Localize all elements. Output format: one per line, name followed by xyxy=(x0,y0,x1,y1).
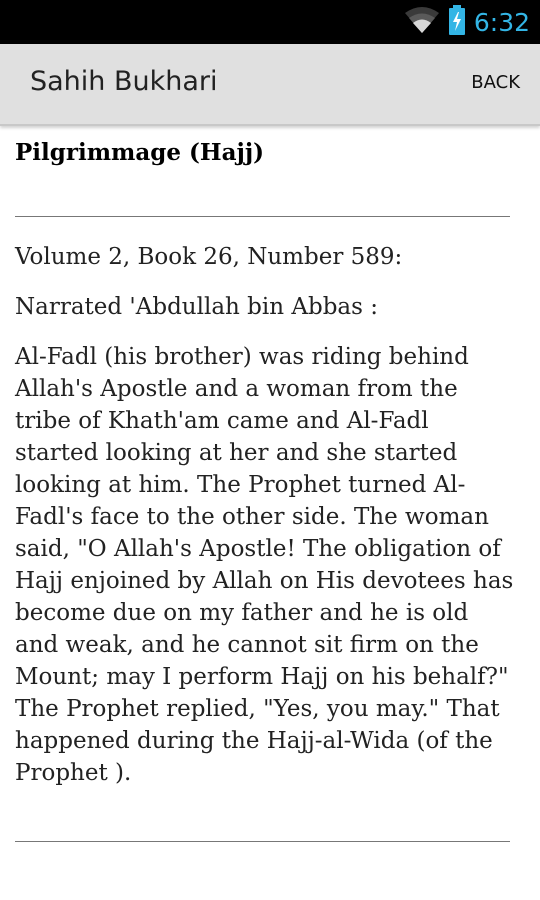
wifi-icon xyxy=(404,6,440,38)
action-bar xyxy=(0,44,540,126)
hadith-content xyxy=(15,138,515,842)
chapter-title: Pilgrimmage (Hajj) xyxy=(15,139,265,166)
status-bar xyxy=(0,0,540,44)
divider-bottom xyxy=(15,841,510,842)
app-title: Sahih Bukhari xyxy=(30,66,218,97)
hadith-body: Al-Fadl (his brother) was riding behind Allah's Apostle and a woman from the tribe of Khath'am came and Al-Fadl started looking at her and she started looking at him. The Prophet turned Al-Fadl's face to the other side. The woman said, "O Allah's Apostle! The obligation of Hajj enjoined by Allah on His devotees has become due on my father and he is old and weak, and he cannot sit firm on the Mount; may I perform Hajj on his behalf?" The Prophet replied, "Yes, you may." That happened during the Hajj-al-Wida (of the Prophet ). xyxy=(15,344,514,786)
status-icons xyxy=(404,0,530,44)
battery-charging-icon xyxy=(448,5,466,39)
status-time: 6:32 xyxy=(473,7,530,37)
hadith-narrator: Narrated 'Abdullah bin Abbas : xyxy=(15,294,379,320)
hadith-reference: Volume 2, Book 26, Number 589: xyxy=(15,244,403,270)
divider-top xyxy=(15,216,510,217)
back-button[interactable]: BACK xyxy=(471,72,520,93)
